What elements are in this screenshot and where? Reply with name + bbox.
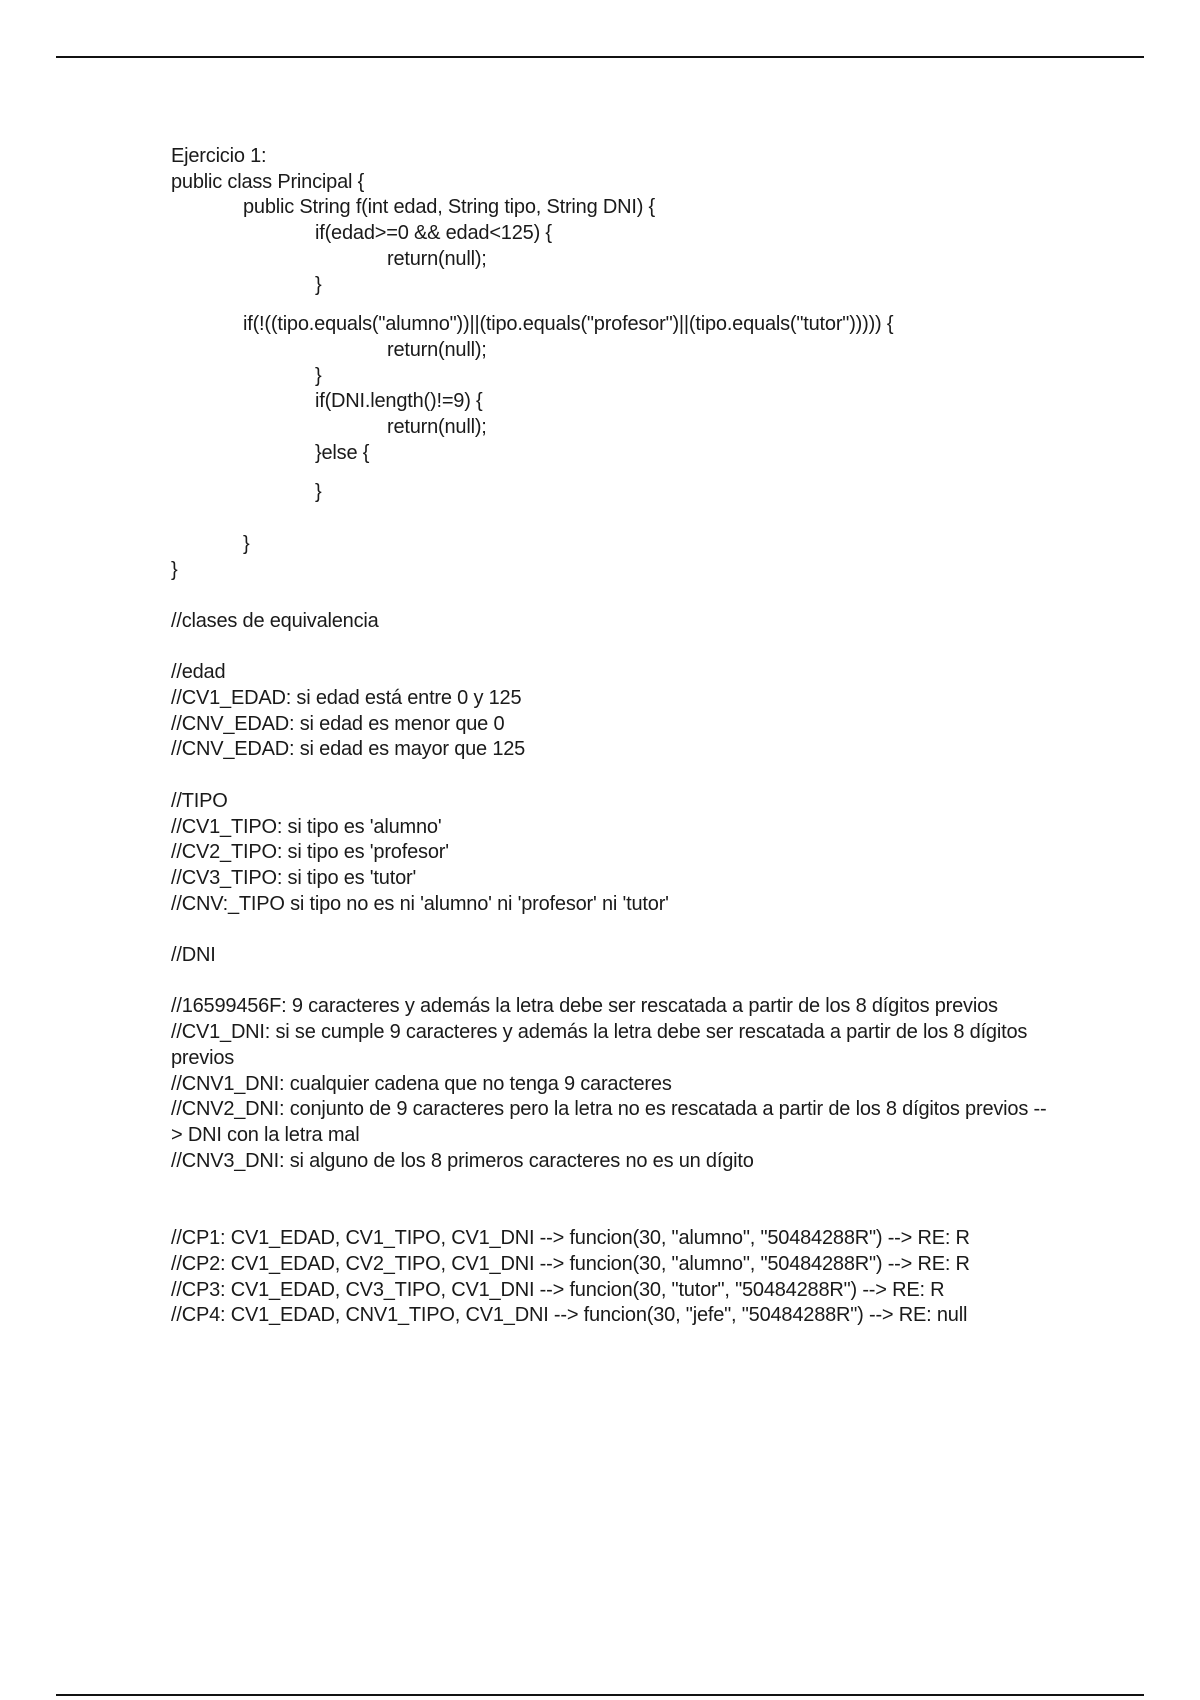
tipo-class-item: //CV2_TIPO: si tipo es 'profesor' (171, 841, 449, 864)
classes-heading: //clases de equivalencia (171, 609, 379, 632)
code-return-null: return(null); (387, 338, 487, 361)
code-class-declaration: public class Principal { (171, 170, 365, 193)
edad-class-item: //CNV_EDAD: si edad es menor que 0 (171, 712, 505, 735)
edad-class-item: //CNV_EDAD: si edad es mayor que 125 (171, 738, 526, 761)
footer-rule (56, 1694, 1144, 1696)
code-if-dni: if(DNI.length()!=9) { (315, 390, 483, 413)
tipo-heading: //TIPO (171, 789, 228, 812)
tipo-class-item: //CV3_TIPO: si tipo es 'tutor' (171, 866, 417, 889)
edad-class-item: //CV1_EDAD: si edad está entre 0 y 125 (171, 687, 522, 710)
test-case: //CP1: CV1_EDAD, CV1_TIPO, CV1_DNI --> funcion(30, "alumno", "50484288R") --> RE: R (171, 1227, 970, 1250)
code-if-tipo: if(!((tipo.equals("alumno"))||(tipo.equals("profesor")||(tipo.equals("tutor"))))) { (243, 313, 894, 336)
test-case: //CP4: CV1_EDAD, CNV1_TIPO, CV1_DNI --> funcion(30, "jefe", "50484288R") --> RE: null (171, 1304, 968, 1327)
code-close-brace: } (315, 364, 322, 387)
code-close-brace: } (315, 273, 322, 296)
dni-class-item: //16599456F: 9 caracteres y además la letra debe ser rescatada a partir de los 8 dígitos previos (171, 995, 998, 1018)
code-return-null: return(null); (387, 416, 487, 439)
code-method-declaration: public String f(int edad, String tipo, String DNI) { (243, 196, 656, 219)
code-close-brace: } (315, 481, 322, 504)
dni-heading: //DNI (171, 944, 216, 967)
dni-class-item: //CNV2_DNI: conjunto de 9 caracteres pero la letra no es rescatada a partir de los 8 dígitos previos --> DNI con la letra mal (171, 1098, 1047, 1146)
code-if-edad: if(edad>=0 && edad<125) { (315, 222, 552, 245)
dni-class-item: //CNV3_DNI: si alguno de los 8 primeros caracteres no es un dígito (171, 1149, 754, 1172)
tipo-class-item: //CV1_TIPO: si tipo es 'alumno' (171, 815, 442, 838)
dni-class-item: //CV1_DNI: si se cumple 9 caracteres y además la letra debe ser rescatada a partir de los 8 dígitos previos (171, 1021, 1028, 1069)
document-body (171, 144, 1051, 1329)
exercise-title: Ejercicio 1: (171, 145, 267, 167)
code-else: }else { (315, 441, 370, 464)
tipo-class-item: //CNV:_TIPO si tipo no es ni 'alumno' ni 'profesor' ni 'tutor' (171, 892, 669, 915)
edad-heading: //edad (171, 661, 226, 684)
code-return-null: return(null); (387, 247, 487, 270)
dni-class-item: //CNV1_DNI: cualquier cadena que no tenga 9 caracteres (171, 1072, 672, 1095)
code-close-method: } (243, 532, 250, 555)
test-case: //CP3: CV1_EDAD, CV3_TIPO, CV1_DNI --> funcion(30, "tutor", "50484288R") --> RE: R (171, 1278, 945, 1301)
test-case: //CP2: CV1_EDAD, CV2_TIPO, CV1_DNI --> funcion(30, "alumno", "50484288R") --> RE: R (171, 1253, 970, 1276)
header-rule (56, 56, 1144, 58)
code-close-class: } (171, 558, 178, 581)
